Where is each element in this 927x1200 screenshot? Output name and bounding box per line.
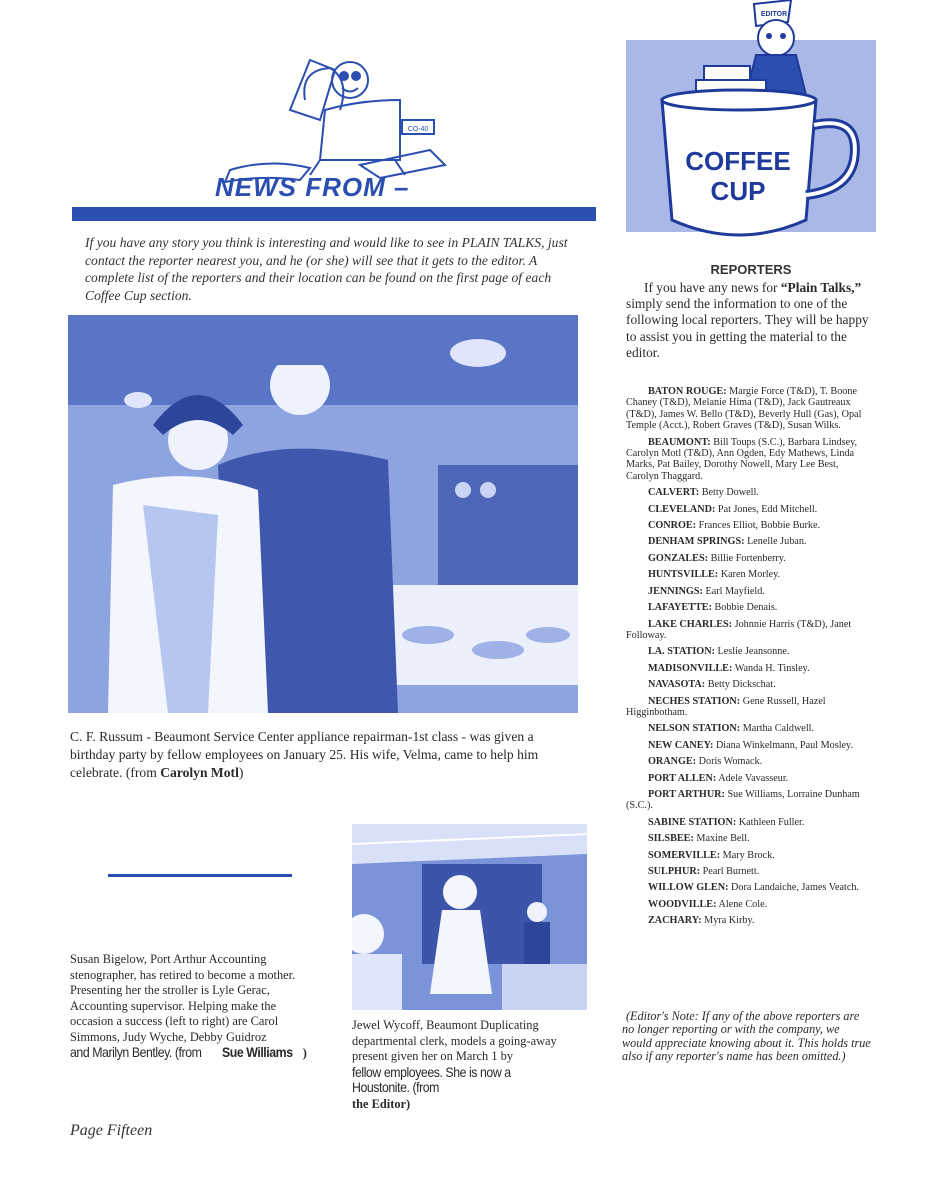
reporter-location: HUNTSVILLE: (648, 569, 719, 581)
reporter-location: JENNINGS: (648, 585, 703, 597)
bigelow-caption-text: Susan Bigelow, Port Arthur Accounting stenographer, has retired to become a mother. Presenting her the stroller is Lyle Gerac, Accounting supervisor. Helping make the occasion a success (left to right) are Carol Simmons, Judy Wyche, Debby Guidroz (70, 952, 296, 1044)
birthday-caption-text: C. F. Russum - Beaumont Service Center appliance repairman-1st class - was given a birthday party by fellow employees on January 25. His wife, Velma, came to help him celebrate. (from (70, 729, 539, 780)
reporter-names: Billie Fortenberry. (708, 552, 786, 564)
reporter-entry (626, 504, 872, 515)
reporter-entry (626, 723, 872, 734)
reporter-entry (626, 536, 872, 547)
reporters-intro (626, 280, 872, 361)
section-divider (108, 874, 292, 877)
news-from-heading: NEWS FROM – (215, 172, 410, 202)
reporter-names: Dora Landaiche, James Veatch. (728, 882, 859, 894)
bigelow-caption-text-b: and Marilyn Bentley. (from (70, 1044, 202, 1060)
reporter-location: NELSON STATION: (648, 723, 741, 735)
reporters-intro-a: If you have any news for (644, 280, 781, 295)
reporter-location: SILSBEE: (648, 833, 694, 845)
editors-note: (Editor's Note: If any of the above reporters are no longer reporting or with the company, we would appreciate knowing about it. This holds true also if any reporter's name has been omitted.) (622, 1009, 871, 1064)
reporter-names: Pearl Burnett. (700, 866, 760, 877)
reporter-location: SOMERVILLE: (648, 849, 721, 861)
reporter-names: Doris Womack. (696, 756, 763, 768)
reporter-names: Gene Russell, Hazel Higginbotham. (626, 695, 826, 718)
wycoff-caption-text: Jewel Wycoff, Beaumont Duplicating departmental clerk, models a going-away present given her on March 1 by (352, 1018, 557, 1063)
reporter-names: Martha Caldwell. (740, 723, 815, 735)
reporter-entry (626, 756, 872, 767)
birthday-caption-credit: Carolyn Motl (160, 765, 239, 780)
reporter-location: PORT ARTHUR: (648, 788, 725, 800)
reporter-names: Lenelle Juban. (744, 536, 807, 548)
reporter-names: Myra Kirby. (701, 915, 755, 927)
heading-rule (72, 207, 596, 221)
reporter-location: NECHES STATION: (648, 695, 741, 707)
reporter-names: Earl Mayfield. (702, 585, 765, 597)
birthday-caption (70, 728, 580, 782)
reporter-entry (626, 817, 872, 828)
reporters-intro-c: simply send the information to one of the following local reporters. They will be happy to assist you in getting the material to the editor. (626, 296, 869, 360)
reporter-names: Wanda H. Tinsley. (732, 662, 810, 674)
reporter-names: Margie Force (T&D), T. Boone Chaney (T&D), Melanie Hima (T&D), Jack Gautreaux (T&D), James W. Bello (T&D), Beverly Hull (Gas), Opal Temple (Acct.), Robert Graves (T&D), Susan Wilks. (626, 386, 862, 432)
reporter-location: SULPHUR: (648, 866, 701, 877)
reporter-entry (626, 520, 872, 531)
reporter-entry (626, 740, 872, 751)
reporter-names: Betty Dickschat. (705, 679, 776, 691)
reporter-entry (626, 696, 872, 719)
wycoff-caption (352, 1018, 590, 1112)
reporters-heading: REPORTERS (710, 262, 792, 277)
reporter-names: Betty Dowell. (699, 487, 759, 499)
reporter-entry (626, 646, 872, 657)
reporter-location: ZACHARY: (648, 915, 702, 927)
reporter-names: Maxine Bell. (693, 833, 750, 845)
page-number: Page Fifteen (70, 1122, 153, 1139)
reporter-location: NAVASOTA: (648, 679, 706, 691)
editor-hat-label: EDITOR (760, 11, 788, 18)
reporter-names: Sue Williams, Lorraine Dunham (S.C.). (626, 788, 860, 812)
reporter-names: Bobbie Denais. (711, 602, 778, 614)
wycoff-caption-close: ) (406, 1096, 411, 1111)
reporter-location: WILLOW GLEN: (648, 882, 729, 894)
reporter-names: Diana Winkelmann, Paul Mosley. (713, 739, 854, 751)
reporter-location: CALVERT: (648, 487, 700, 499)
reporter-location: BATON ROUGE: (648, 386, 727, 397)
reporter-location: LA. STATION: (648, 646, 715, 658)
reporter-names: Mary Brock. (720, 849, 775, 861)
reporter-names: Kathleen Fuller. (736, 816, 805, 828)
reporter-location: PORT ALLEN: (648, 772, 717, 784)
reporter-entry (626, 789, 872, 812)
coffee-title-line1: COFFEE (685, 146, 791, 176)
reporter-entry (626, 850, 872, 861)
reporter-location: ORANGE: (648, 756, 697, 768)
reporter-entry (626, 866, 872, 877)
reporter-entry (626, 602, 872, 613)
reporter-names: Leslie Jeansonne. (714, 646, 790, 658)
reporter-location: CONROE: (648, 520, 697, 532)
reporter-location: CLEVELAND: (648, 503, 716, 515)
reporter-names: Adele Vavasseur. (716, 772, 789, 784)
reporter-entry (626, 553, 872, 564)
reporter-location: LAKE CHARLES: (648, 618, 733, 630)
reporter-names: Johnnie Harris (T&D), Janet Followay. (626, 618, 852, 641)
reporter-names: Frances Elliot, Bobbie Burke. (696, 520, 821, 532)
reporter-entry (626, 663, 872, 674)
reporter-location: BEAUMONT: (648, 436, 711, 448)
reporter-location: NEW CANEY: (648, 739, 714, 751)
reporter-location: GONZALES: (648, 552, 709, 564)
reporter-location: WOODVILLE: (648, 898, 717, 910)
reporter-entry (626, 915, 872, 926)
wycoff-caption-credit: the Editor (352, 1096, 407, 1111)
intro-paragraph: If you have any story you think is interesting and would like to see in PLAIN TALKS, just contact the reporter nearest you, and he (or she) will see that it gets to the editor. A complete list of the reporters and their location can be found on the first page of each Coffee Cup section. (85, 235, 568, 303)
reporter-location: DENHAM SPRINGS: (648, 536, 745, 548)
coffee-cup-illustration (626, 0, 876, 250)
reporter-entry (626, 437, 872, 483)
reporter-entry (626, 899, 872, 910)
reporter-entry (626, 619, 872, 642)
reporter-entry (626, 679, 872, 690)
reporters-list (626, 386, 872, 932)
reporter-names: Alene Cole. (716, 898, 768, 910)
reporter-entry (626, 386, 872, 432)
reporter-location: SABINE STATION: (648, 816, 737, 828)
reporter-entry (626, 773, 872, 784)
reporter-entry (626, 487, 872, 498)
reporters-intro-b: “Plain Talks,” (780, 280, 862, 295)
reporter-names: Karen Morley. (718, 569, 781, 581)
reporter-location: MADISONVILLE: (648, 662, 733, 674)
reporter-names: Pat Jones, Edd Mitchell. (715, 503, 818, 515)
wycoff-photo (352, 824, 587, 1010)
coffee-title-line2: CUP (710, 176, 766, 206)
reporter-entry (626, 882, 872, 893)
logo-caption: CO-40 (407, 126, 429, 133)
bigelow-caption-close: ) (302, 1046, 307, 1060)
reporter-entry (626, 569, 872, 580)
wycoff-caption-text-b: fellow employees. She is now a Houstonite. (from (352, 1063, 511, 1095)
reporter-entry (626, 586, 872, 597)
reporter-names: Bill Toups (S.C.), Barbara Lindsey, Carolyn Motl (T&D), Ann Ogden, Edy Mathews, Linda Marks, Pat Bailey, Dorothy Nowell, Mary Lee Best, Carolyn Thaggard. (626, 436, 858, 482)
bigelow-caption (70, 952, 308, 1062)
reporter-entry (626, 833, 872, 844)
reporter-location: LAFAYETTE: (648, 602, 712, 614)
birthday-party-photo (68, 315, 578, 713)
bigelow-caption-credit: Sue Williams (222, 1044, 294, 1060)
birthday-caption-close: ) (238, 765, 244, 780)
